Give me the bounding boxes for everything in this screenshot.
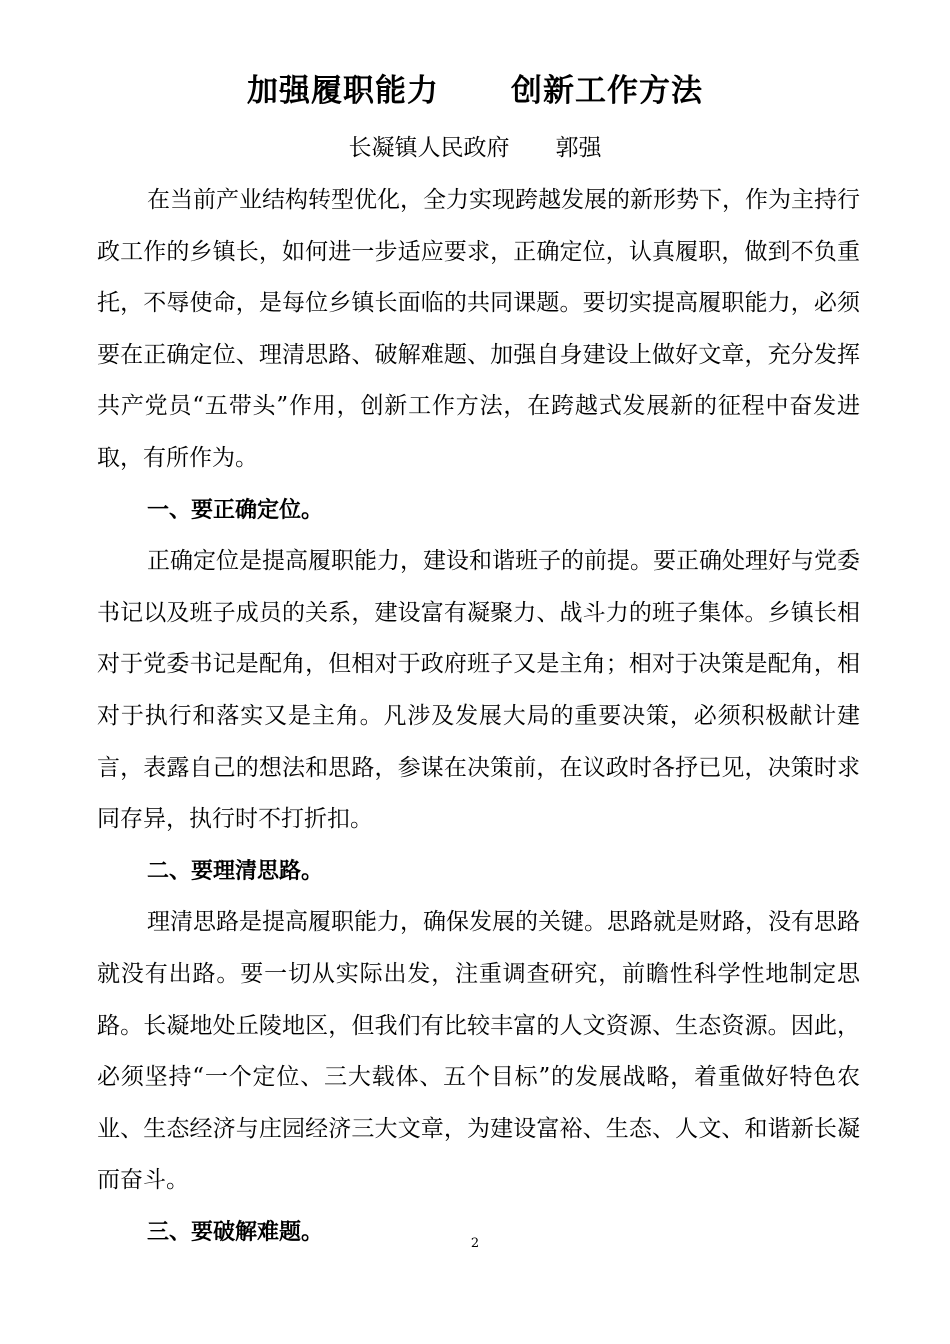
title-part-2: 创新工作方法 xyxy=(511,73,703,109)
section-heading: 二、要理清思路。 xyxy=(147,858,324,884)
section-heading: 一、要正确定位。 xyxy=(147,497,324,523)
title-part-1: 加强履职能力 xyxy=(247,73,439,109)
byline-author: 郭强 xyxy=(555,135,602,161)
page-number: 2 xyxy=(470,1236,480,1251)
intro-paragraph: 在当前产业结构转型优化，全力实现跨越发展的新形势下，作为主持行政工作的乡镇长，如何进一步适应要求，正确定位，认真履职，做到不负重托，不辱使命，是每位乡镇长面临的共同课题。要切实提高履职能力，必须要在正确定位、理清思路、破解难题、加强自身建设上做好文章，充分发挥共产党员“五带头”作用，创新工作方法，在跨越式发展新的征程中奋发进取，有所作为。 xyxy=(97,187,860,471)
byline xyxy=(0,126,950,170)
byline-organization: 长凝镇人民政府 xyxy=(348,135,510,161)
section-heading: 三、要破解难题。 xyxy=(147,1219,324,1245)
document-body xyxy=(97,175,860,1258)
section-paragraph: 正确定位是提高履职能力，建设和谐班子的前提。要正确处理好与党委书记以及班子成员的关系，建设富有凝聚力、战斗力的班子集体。乡镇长相对于党委书记是配角，但相对于政府班子又是主角；相对于决策是配角，相对于执行和落实又是主角。凡涉及发展大局的重要决策，必须积极献计建言，表露自己的想法和思路，参谋在决策前，在议政时各抒已见，决策时求同存异，执行时不打折扣。 xyxy=(97,548,860,833)
document-title xyxy=(0,66,950,116)
section-paragraph: 理清思路是提高履职能力，确保发展的关键。思路就是财路，没有思路就没有出路。要一切从实际出发，注重调查研究，前瞻性科学性地制定思路。长凝地处丘陵地区，但我们有比较丰富的人文资源、生态资源。因此，必须坚持“一个定位、三大载体、五个目标”的发展战略，着重做好特色农业、生态经济与庄园经济三大文章，为建设富裕、生态、人文、和谐新长凝而奋斗。 xyxy=(97,909,860,1194)
